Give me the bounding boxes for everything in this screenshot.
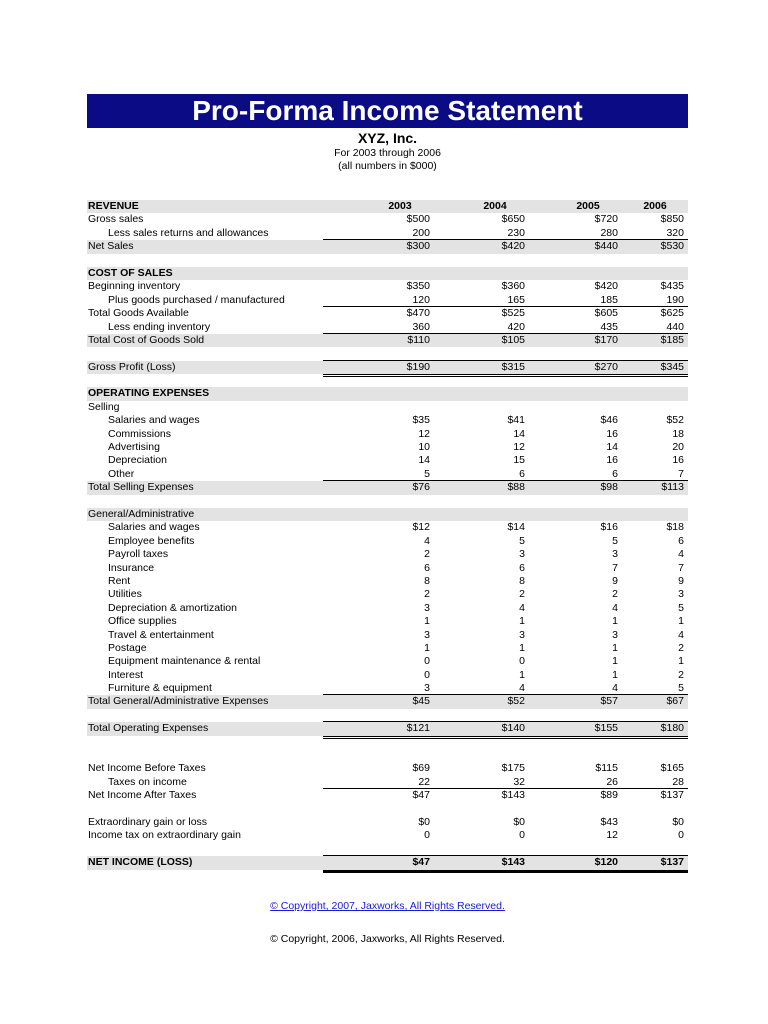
row-value: $170 — [594, 333, 618, 346]
row-value: 4 — [612, 601, 618, 614]
row-value: $350 — [406, 280, 430, 293]
statement-row — [87, 428, 688, 441]
row-value: 2 — [678, 641, 684, 654]
spacer-row — [87, 374, 688, 387]
row-value: 280 — [600, 226, 618, 239]
row-value: 320 — [666, 226, 684, 239]
statement-row — [87, 361, 688, 374]
row-value: $625 — [660, 307, 684, 320]
row-label: Interest — [108, 668, 144, 681]
row-value: $435 — [660, 280, 684, 293]
row-value: $143 — [501, 856, 525, 869]
row-value: $0 — [672, 815, 684, 828]
statement-row — [87, 468, 688, 481]
row-label: Net Sales — [88, 240, 134, 253]
row-value: 6 — [678, 534, 684, 547]
row-value: $720 — [594, 213, 618, 226]
row-value: 3 — [612, 548, 618, 561]
income-statement-table — [87, 200, 688, 870]
row-value: 1 — [424, 615, 430, 628]
row-value: 4 — [424, 534, 430, 547]
statement-row — [87, 334, 688, 347]
statement-row — [87, 387, 688, 400]
spacer-row — [87, 709, 688, 722]
year-header-row — [87, 200, 688, 213]
row-value: 190 — [666, 293, 684, 306]
row-value: $35 — [412, 414, 430, 427]
row-value: 4 — [612, 682, 618, 695]
statement-row — [87, 629, 688, 642]
row-value: $67 — [666, 695, 684, 708]
row-value: $525 — [501, 307, 525, 320]
statement-title-banner: Pro-Forma Income Statement — [87, 94, 688, 128]
row-value: 4 — [678, 548, 684, 561]
row-value: 1 — [519, 641, 525, 654]
row-label: REVENUE — [88, 200, 139, 212]
row-label: Total Goods Available — [88, 307, 189, 320]
row-label: Extraordinary gain or loss — [88, 815, 208, 828]
row-value: $470 — [406, 307, 430, 320]
row-value: 5 — [678, 601, 684, 614]
row-label: Depreciation & amortization — [108, 601, 237, 614]
row-value: 12 — [513, 441, 525, 454]
row-value: 3 — [424, 628, 430, 641]
statement-row — [87, 789, 688, 802]
row-value: 1 — [612, 641, 618, 654]
company-name: XYZ, Inc. — [357, 130, 418, 146]
statement-row — [87, 454, 688, 467]
row-label: Advertising — [108, 441, 160, 454]
statement-row — [87, 615, 688, 628]
row-value: $190 — [406, 360, 430, 373]
statement-row — [87, 562, 688, 575]
spacer-row — [87, 254, 688, 267]
row-value: 3 — [424, 682, 430, 695]
row-value: 1 — [678, 615, 684, 628]
statement-row — [87, 829, 688, 842]
row-value: $360 — [501, 280, 525, 293]
statement-row — [87, 414, 688, 427]
statement-row — [87, 240, 688, 253]
statement-row — [87, 856, 688, 869]
period-text: For 2003 through 2006 — [334, 147, 441, 159]
row-value: $69 — [412, 762, 430, 775]
row-value: 3 — [519, 548, 525, 561]
row-value: $300 — [406, 240, 430, 253]
row-label: Employee benefits — [108, 534, 195, 547]
row-value: 1 — [678, 655, 684, 668]
row-value: 4 — [678, 628, 684, 641]
statement-row — [87, 521, 688, 534]
row-label: OPERATING EXPENSES — [88, 387, 210, 400]
row-value: 1 — [519, 615, 525, 628]
copyright-link[interactable]: © Copyright, 2007, Jaxworks, All Rights Reserved. — [270, 900, 505, 912]
row-value: 7 — [678, 561, 684, 574]
copyright-text: © Copyright, 2006, Jaxworks, All Rights Reserved. — [270, 933, 505, 945]
row-value: $185 — [660, 333, 684, 346]
row-label: Utilities — [108, 588, 142, 601]
row-value: 200 — [412, 226, 430, 239]
row-label: Insurance — [108, 561, 155, 574]
row-value: $47 — [412, 789, 430, 802]
statement-row — [87, 267, 688, 280]
row-value: 9 — [678, 574, 684, 587]
row-label: Salaries and wages — [108, 521, 200, 534]
row-label: Equipment maintenance & rental — [108, 655, 261, 668]
statement-row — [87, 655, 688, 668]
row-value: $650 — [501, 213, 525, 226]
statement-row — [87, 213, 688, 226]
row-value: 12 — [606, 829, 618, 842]
row-value: 3 — [519, 628, 525, 641]
row-value: $98 — [600, 481, 618, 494]
row-value: $137 — [660, 789, 684, 802]
statement-row — [87, 401, 688, 414]
row-value: 10 — [418, 441, 430, 454]
row-value: $89 — [600, 789, 618, 802]
row-label: Total Selling Expenses — [88, 481, 194, 494]
row-label: Beginning inventory — [88, 280, 181, 293]
row-value: 5 — [612, 534, 618, 547]
row-value: 1 — [519, 668, 525, 681]
spacer-row — [87, 749, 688, 762]
row-label: Net Income Before Taxes — [88, 762, 206, 775]
statement-row — [87, 227, 688, 240]
statement-row — [87, 307, 688, 320]
row-label: General/Administrative — [88, 507, 195, 520]
row-value: $140 — [501, 722, 525, 735]
row-value: 16 — [672, 454, 684, 467]
row-value: 5 — [678, 682, 684, 695]
spacer-row — [87, 347, 688, 360]
row-value: 360 — [412, 320, 430, 333]
row-label: Other — [108, 467, 135, 480]
spacer-row — [87, 736, 688, 749]
row-value: $110 — [407, 333, 430, 346]
row-value: $137 — [660, 856, 684, 869]
row-value: $175 — [501, 762, 525, 775]
row-value: 0 — [424, 655, 430, 668]
row-value: $0 — [513, 815, 525, 828]
row-value: 8 — [519, 574, 525, 587]
row-value: 440 — [666, 320, 684, 333]
row-label: Less ending inventory — [108, 320, 211, 333]
row-value: 26 — [606, 775, 618, 788]
row-value: $57 — [600, 695, 618, 708]
row-value: $121 — [406, 722, 430, 735]
row-value: 165 — [507, 293, 525, 306]
spacer-row — [87, 843, 688, 856]
row-label: Payroll taxes — [108, 548, 169, 561]
row-value: $530 — [660, 240, 684, 253]
row-value: $500 — [406, 213, 430, 226]
row-value: $270 — [594, 360, 618, 373]
row-value: $180 — [660, 722, 684, 735]
row-value: 0 — [519, 829, 525, 842]
row-value: $105 — [501, 333, 525, 346]
row-label: Total Operating Expenses — [88, 722, 209, 735]
row-value: $345 — [660, 360, 684, 373]
row-value: $88 — [507, 481, 525, 494]
row-value: $0 — [418, 815, 430, 828]
statement-row — [87, 816, 688, 829]
statement-row — [87, 642, 688, 655]
row-value: $120 — [594, 856, 618, 869]
row-value: 6 — [612, 467, 618, 480]
units-text: (all numbers in $000) — [338, 160, 437, 172]
row-value: 185 — [600, 293, 618, 306]
statement-row — [87, 575, 688, 588]
row-value: $12 — [412, 521, 430, 534]
row-label: Furniture & equipment — [108, 682, 212, 695]
spacer-row — [87, 495, 688, 508]
statement-row — [87, 481, 688, 494]
statement-row — [87, 280, 688, 293]
row-value: 120 — [412, 293, 430, 306]
row-value: $113 — [661, 481, 684, 494]
row-value: $143 — [501, 789, 525, 802]
row-value: 5 — [424, 467, 430, 480]
statement-row — [87, 441, 688, 454]
row-value: 32 — [513, 775, 525, 788]
row-value: 16 — [606, 427, 618, 440]
row-value: 4 — [519, 682, 525, 695]
statement-row — [87, 294, 688, 307]
row-value: 3 — [678, 588, 684, 601]
row-value: $76 — [412, 481, 430, 494]
row-value: 1 — [612, 668, 618, 681]
row-value: $14 — [507, 521, 525, 534]
row-value: 15 — [513, 454, 525, 467]
row-value: 12 — [418, 427, 430, 440]
row-value: 14 — [606, 441, 618, 454]
row-value: $41 — [507, 414, 525, 427]
row-value: 14 — [418, 454, 430, 467]
row-value: 9 — [612, 574, 618, 587]
row-value: $315 — [501, 360, 525, 373]
row-value: 7 — [612, 561, 618, 574]
year-label: 2005 — [576, 200, 600, 212]
row-value: $43 — [600, 815, 618, 828]
row-label: Gross Profit (Loss) — [88, 360, 176, 373]
row-label: Less sales returns and allowances — [108, 226, 269, 239]
row-value: 2 — [424, 548, 430, 561]
row-label: Office supplies — [108, 615, 177, 628]
row-value: $605 — [594, 307, 618, 320]
statement-row — [87, 722, 688, 735]
row-label: Commissions — [108, 427, 172, 440]
row-value: $52 — [666, 414, 684, 427]
row-value: 4 — [519, 601, 525, 614]
row-label: Gross sales — [88, 213, 144, 226]
row-value: 14 — [513, 427, 525, 440]
row-value: $440 — [594, 240, 618, 253]
row-value: 16 — [606, 454, 618, 467]
row-value: $16 — [600, 521, 618, 534]
row-label: Total General/Administrative Expenses — [88, 695, 269, 708]
row-label: Taxes on income — [108, 775, 187, 788]
row-label: Plus goods purchased / manufactured — [108, 293, 285, 306]
row-value: $46 — [600, 414, 618, 427]
statement-row — [87, 695, 688, 708]
row-value: 230 — [507, 226, 525, 239]
row-value: 20 — [672, 441, 684, 454]
row-value: 28 — [672, 775, 684, 788]
statement-row — [87, 321, 688, 334]
row-label: NET INCOME (LOSS) — [88, 856, 193, 869]
row-value: $115 — [595, 762, 618, 775]
statement-row — [87, 602, 688, 615]
row-value: 18 — [672, 427, 684, 440]
row-label: Depreciation — [108, 454, 167, 467]
row-value: 435 — [600, 320, 618, 333]
year-label: 2004 — [483, 200, 507, 212]
row-value: $45 — [412, 695, 430, 708]
row-label: Postage — [108, 641, 147, 654]
row-label: Net Income After Taxes — [88, 789, 197, 802]
row-label: Selling — [88, 400, 120, 413]
row-value: 7 — [678, 467, 684, 480]
row-label: Total Cost of Goods Sold — [88, 333, 205, 346]
row-label: COST OF SALES — [88, 266, 173, 279]
row-label: Travel & entertainment — [108, 628, 214, 641]
row-value: 0 — [519, 655, 525, 668]
row-value: 2 — [612, 588, 618, 601]
row-value: 3 — [424, 601, 430, 614]
row-value: $47 — [412, 856, 430, 869]
row-label: Income tax on extraordinary gain — [88, 829, 241, 842]
statement-row — [87, 588, 688, 601]
row-value: $52 — [507, 695, 525, 708]
spacer-row — [87, 803, 688, 816]
year-label: 2003 — [388, 200, 412, 212]
row-value: 0 — [424, 668, 430, 681]
row-value: 2 — [678, 668, 684, 681]
row-value: 3 — [612, 628, 618, 641]
statement-row — [87, 682, 688, 695]
row-value: 2 — [519, 588, 525, 601]
row-value: 6 — [519, 467, 525, 480]
row-value: $165 — [660, 762, 684, 775]
row-label: Rent — [108, 574, 131, 587]
statement-row — [87, 548, 688, 561]
row-value: 2 — [424, 588, 430, 601]
row-value: 6 — [424, 561, 430, 574]
row-value: 22 — [418, 775, 430, 788]
statement-row — [87, 776, 688, 789]
row-value: 5 — [519, 534, 525, 547]
row-value: 8 — [424, 574, 430, 587]
statement-row — [87, 535, 688, 548]
row-value: 420 — [507, 320, 525, 333]
statement-row — [87, 669, 688, 682]
row-value: $155 — [594, 722, 618, 735]
year-label: 2006 — [643, 200, 667, 212]
row-value: 0 — [678, 829, 684, 842]
row-value: 1 — [612, 655, 618, 668]
row-value: $420 — [594, 280, 618, 293]
row-value: 0 — [424, 829, 430, 842]
statement-row — [87, 508, 688, 521]
row-value: $18 — [666, 521, 684, 534]
row-label: Salaries and wages — [108, 414, 200, 427]
row-value: $850 — [660, 213, 684, 226]
row-value: 1 — [612, 615, 618, 628]
row-value: $420 — [501, 240, 525, 253]
statement-row — [87, 762, 688, 775]
row-value: 1 — [424, 641, 430, 654]
row-value: 6 — [519, 561, 525, 574]
